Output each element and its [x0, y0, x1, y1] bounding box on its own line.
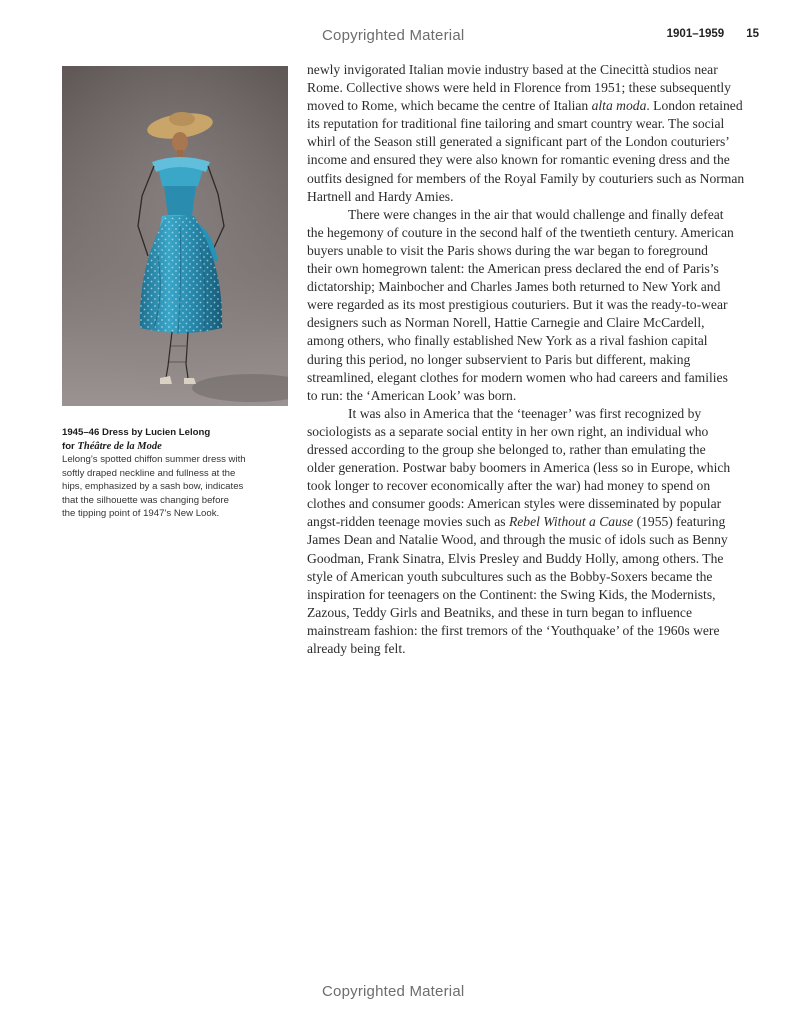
text-line: streamlined, elegant clothes for modern women who had careers and families	[307, 369, 728, 385]
text-line: among others, who finally established New York as a rival fashion capital	[307, 333, 708, 349]
text-run: (1955) featuring	[633, 514, 726, 530]
italic-term-alta-moda: alta moda	[591, 98, 647, 114]
text-line: the hegemony of couture in the second half of the twentieth century. American	[307, 224, 734, 240]
text-line: their own homegrown talent: the American press declared the end of Paris’s	[307, 261, 719, 277]
caption-line: the tipping point of 1947’s New Look.	[62, 508, 220, 519]
text-line: Hartnell and Hardy Amies.	[307, 188, 454, 204]
text-line: buyers unable to visit the Paris shows during the war began to foreground	[307, 242, 708, 258]
paragraph-2	[307, 206, 759, 405]
dress-photograph	[62, 66, 288, 406]
paragraph-3	[307, 405, 759, 658]
text-line: whirl of the Season still generated a significant part of the London couturiers’	[307, 134, 730, 150]
text-run: . London retained	[646, 98, 743, 114]
text-line: designers such as Norman Norell, Hattie Carnegie and Claire McCardell,	[307, 315, 705, 331]
text-line: inspiration for teenagers on the Continent: the Swing Kids, the Modernists,	[307, 586, 716, 602]
text-line: already being felt.	[307, 641, 406, 656]
caption-title-prefix: for	[62, 440, 78, 452]
text-line: income and ensured they were also known for romantic evening dress and the	[307, 152, 730, 168]
caption-line: that the silhouette was changing before	[62, 494, 229, 506]
text-line	[307, 513, 759, 531]
running-head	[667, 28, 759, 40]
text-line: dictatorship; Mainbocher and Charles James both returned to New York and	[307, 279, 721, 295]
text-line: Goodman, Frank Sinatra, Elvis Presley and Buddy Holly, among others. The	[307, 550, 724, 566]
text-line	[307, 97, 759, 115]
text-line: to run: the ‘American Look’ was born.	[307, 387, 517, 403]
text-line: its reputation for traditional fine tailoring and smart country wear. The social	[307, 116, 725, 132]
text-line: It was also in America that the ‘teenager’ was first recognized by	[348, 405, 702, 421]
text-run: angst-ridden teenage movies such as	[307, 514, 509, 530]
text-line: outfits designed for members of the Royal Family by couturiers such as Norman	[307, 170, 745, 186]
caption-title-line-1: 1945–46 Dress by Lucien Lelong	[62, 427, 211, 438]
caption-line: hips, emphasized by a sash bow, indicates	[62, 481, 244, 492]
caption-line: softly draped neckline and fullness at the	[62, 467, 236, 479]
text-line: Zazous, Teddy Girls and Beatniks, and these in turn began to influence	[307, 604, 692, 620]
text-line: James Dean and Natalie Wood, and through the music of idols such as Benny	[307, 532, 728, 548]
caption-line: Lelong’s spotted chiffon summer dress with	[62, 454, 246, 465]
text-line: newly invigorated Italian movie industry based at the Cinecittà studios near	[307, 62, 718, 77]
body-text	[307, 61, 759, 658]
section-range: 1901–1959	[666, 28, 725, 40]
caption-title-line-2	[62, 440, 277, 454]
text-line: mainstream fashion: the first tremors of the ‘Youthquake’ of the 1960s were	[307, 622, 720, 638]
italic-film-title: Rebel Without a Cause	[508, 514, 634, 530]
text-line: clothes and consumer goods: American styles were disseminated by popular	[307, 496, 722, 512]
text-line: sociologists as a separate social entity in her own right, an individual who	[307, 423, 709, 439]
text-line: took longer to recover economically after the war) had money to spend on	[307, 478, 711, 494]
caption-title	[62, 426, 277, 453]
text-line: style of American youth subcultures such as the Bobby-Soxers became the	[307, 568, 713, 584]
figure-caption	[62, 426, 277, 521]
text-line: There were changes in the air that would challenge and finally defeat	[348, 206, 724, 222]
text-line: dressed according to the group she belonged to, rather than emulating the	[307, 441, 706, 457]
text-line: older generation. Postwar baby boomers in America (less so in Europe, which	[307, 460, 731, 476]
caption-title-italic: Théâtre de la Mode	[77, 440, 162, 452]
paragraph-1	[307, 61, 759, 206]
text-line: were regarded as its most prestigious couturiers. But it was the ready-to-wear	[307, 297, 728, 313]
watermark-top: Copyrighted Material	[322, 27, 465, 44]
text-run: moved to Rome, which became the centre of Italian	[307, 98, 592, 114]
watermark-bottom: Copyrighted Material	[322, 983, 465, 1000]
page-number: 15	[746, 28, 759, 40]
text-line: during this period, no longer subservient to Paris but different, making	[307, 351, 691, 367]
text-line: Rome. Collective shows were held in Florence from 1951; these subsequently	[307, 80, 731, 96]
